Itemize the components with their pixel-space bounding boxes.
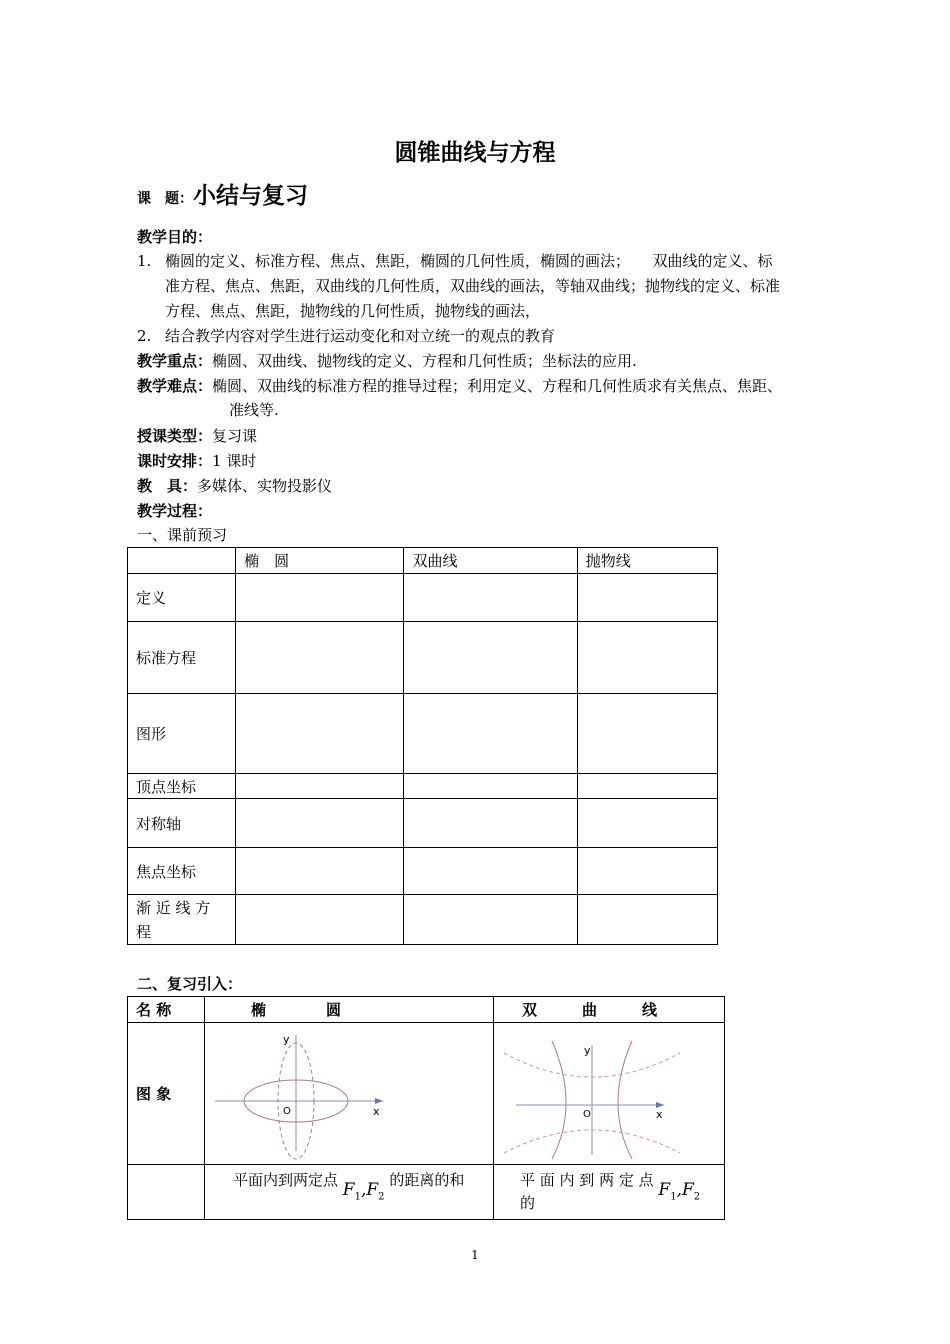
tools-value: 多媒体、实物投影仪 xyxy=(197,477,333,495)
preview-header-cell xyxy=(128,548,236,574)
difficulties-value2: 准线等. xyxy=(229,401,279,419)
preview-table-header xyxy=(128,548,718,574)
hyperbola-def-post: 的 xyxy=(520,1194,536,1213)
ellipse-cell xyxy=(205,1023,494,1165)
objective-2 xyxy=(137,326,556,346)
row-label: 渐 近 线 方 程 xyxy=(128,895,236,945)
table-row xyxy=(128,848,718,895)
subject-label: 课 题： xyxy=(137,191,193,207)
preview-header-cell: 抛物线 xyxy=(577,548,717,574)
table-row xyxy=(128,774,718,799)
table-row xyxy=(128,622,718,694)
right-branch xyxy=(618,1041,632,1159)
row-label: 标准方程 xyxy=(128,622,236,694)
row-label: 定义 xyxy=(128,574,236,622)
process-label: 教学过程： xyxy=(137,502,213,520)
hours-value: 1 课时 xyxy=(212,452,257,470)
difficulties-value1: 椭圆、双曲线的标准方程的推导过程；利用定义、方程和几何性质求有关焦点、焦距、 xyxy=(212,377,783,395)
x-axis-arrow xyxy=(375,1098,383,1104)
table-row xyxy=(128,574,718,622)
row-label: 图形 xyxy=(128,694,236,774)
section2-heading: 二、复习引入： xyxy=(137,975,243,993)
preview-header-cell: 双曲线 xyxy=(404,548,577,574)
review-table xyxy=(127,996,725,1220)
difficulties xyxy=(137,376,782,396)
key-points-label: 教学重点： xyxy=(137,352,213,370)
review-header-cell: 名 称 xyxy=(128,997,205,1023)
hours-label: 课时安排： xyxy=(137,452,213,470)
lesson-type-value: 复习课 xyxy=(212,427,258,445)
row-label: 图 象 xyxy=(128,1023,205,1165)
key-points xyxy=(137,351,637,371)
page-title: 圆锥曲线与方程 xyxy=(394,140,556,166)
review-header-cell: 双 曲 线 xyxy=(494,997,725,1023)
ellipse-definition xyxy=(205,1165,494,1220)
key-points-value: 椭圆、双曲线、抛物线的定义、方程和几何性质；坐标法的应用. xyxy=(212,352,637,370)
left-branch xyxy=(552,1041,566,1159)
foci-formula: $F_1,F_2$ xyxy=(342,1180,385,1203)
review-table-header xyxy=(128,997,725,1023)
hours xyxy=(137,451,256,471)
y-axis-label: y xyxy=(584,1044,591,1057)
objective-2-line1: 结合教学内容对学生进行运动变化和对立统一的观点的教育 xyxy=(165,327,556,345)
hyperbola-cell xyxy=(494,1023,725,1165)
row-label: 对称轴 xyxy=(128,799,236,848)
row-label: 焦点坐标 xyxy=(128,848,236,895)
lesson-type xyxy=(137,426,257,446)
page-number: 1 xyxy=(471,1248,479,1262)
objectives-heading: 教学目的： xyxy=(137,228,213,246)
tools xyxy=(137,476,332,496)
ellipse-graph xyxy=(205,1023,493,1164)
objective-1-line2: 准方程、焦点、焦距，双曲线的几何性质，双曲线的画法，等轴双曲线；抛物线的定义、标准 xyxy=(165,277,781,295)
tools-label: 教 具： xyxy=(137,477,198,495)
row-label: 顶点坐标 xyxy=(128,774,236,799)
subject-value: 小结与复习 xyxy=(193,183,308,209)
foci-formula: $F_1,F_2$ xyxy=(658,1180,701,1203)
objective-2-num: 2. xyxy=(137,327,152,345)
x-axis-label: x xyxy=(373,1105,380,1118)
hyperbola-definition xyxy=(494,1165,725,1220)
lesson-type-label: 授课类型： xyxy=(137,427,213,445)
table-row xyxy=(128,799,718,848)
preview-table xyxy=(127,547,718,945)
y-axis-label: y xyxy=(283,1033,290,1046)
section1-heading: 一、课前预习 xyxy=(137,526,228,544)
table-row xyxy=(128,895,718,945)
table-row xyxy=(128,1165,725,1220)
ellipse-def-post: 的距离的和 xyxy=(389,1171,465,1189)
table-row xyxy=(128,694,718,774)
review-header-cell: 椭 圆 xyxy=(205,997,494,1023)
ellipse-def-pre: 平面内到两定点 xyxy=(233,1171,339,1189)
difficulties-label: 教学难点： xyxy=(137,377,213,395)
origin-label: O xyxy=(583,1109,591,1120)
origin-label: O xyxy=(283,1106,291,1117)
objective-1-line1: 椭圆的定义、标准方程、焦点、焦距，椭圆的几何性质，椭圆的画法； 双曲线的定义、标 xyxy=(165,252,773,270)
table-row xyxy=(128,1023,725,1165)
objective-1-num: 1. xyxy=(137,252,152,270)
preview-header-cell: 椭 圆 xyxy=(236,548,404,574)
hyperbola-def-pre: 平 面 内 到 两 定 点 xyxy=(520,1171,654,1189)
objective-1-line3: 方程、焦点、焦距，抛物线的几何性质，抛物线的画法， xyxy=(165,302,541,320)
hyperbola-graph xyxy=(494,1023,724,1164)
x-axis-label: x xyxy=(656,1108,663,1121)
objective-1 xyxy=(137,251,773,271)
subject-line xyxy=(137,183,308,209)
